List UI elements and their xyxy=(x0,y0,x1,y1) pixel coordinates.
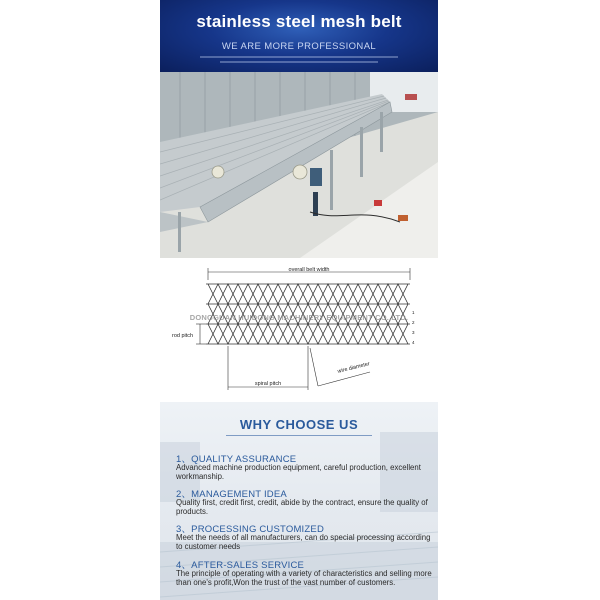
diagram-svg xyxy=(160,262,438,398)
marker-3: 3 xyxy=(412,330,415,335)
section-body-processing: Meet the needs of all manufacturers, can do special processing according to customer needs xyxy=(176,533,431,551)
marker-2: 2 xyxy=(412,320,415,325)
marker-4: 4 xyxy=(412,340,415,345)
section-body-after-sales: The principle of operating with a variety of characteristics and selling more than one's profit,Won the trust of the vast number of customers. xyxy=(176,569,432,587)
section-body-management: Quality first, credit first, credit, abide by the contract, ensure the quality of products. xyxy=(176,498,428,516)
banner-fine-line xyxy=(200,56,398,58)
section-heading-quality: 1、QUALITY ASSURANCE xyxy=(176,454,297,465)
product-photo xyxy=(160,72,438,258)
section-heading-management: 2、MANAGEMENT IDEA xyxy=(176,489,287,500)
banner-fine-line xyxy=(220,61,378,63)
label-wire-diameter: wire diameter xyxy=(337,361,371,375)
label-rod-pitch: rod pitch xyxy=(172,333,194,339)
conveyor-photo-illustration xyxy=(160,72,438,258)
section-heading-processing: 3、PROCESSING CUSTOMIZED xyxy=(176,524,324,535)
section-heading-after-sales: 4、AFTER-SALES SERVICE xyxy=(176,560,305,571)
why-choose-us-title: WHY CHOOSE US xyxy=(239,417,359,432)
label-overall-belt-width: overall belt width xyxy=(288,267,330,273)
why-choose-us-section xyxy=(160,402,438,600)
section-body-quality: Advanced machine production equipment, careful production, excellent workmanship. xyxy=(176,463,421,481)
marker-1: 1 xyxy=(412,310,415,315)
title-underline xyxy=(226,435,372,436)
banner-title: stainless steel mesh belt xyxy=(196,12,402,31)
diagram-watermark: DONGGUAN HUIDONG MACHINERY EQUIPMENT CO.,LTD. xyxy=(189,313,409,322)
label-spiral-pitch: spiral pitch xyxy=(254,381,282,387)
banner-subtitle: WE ARE MORE PROFESSIONAL xyxy=(221,41,377,52)
header-banner xyxy=(160,0,438,72)
mesh-belt-diagram xyxy=(160,262,438,398)
